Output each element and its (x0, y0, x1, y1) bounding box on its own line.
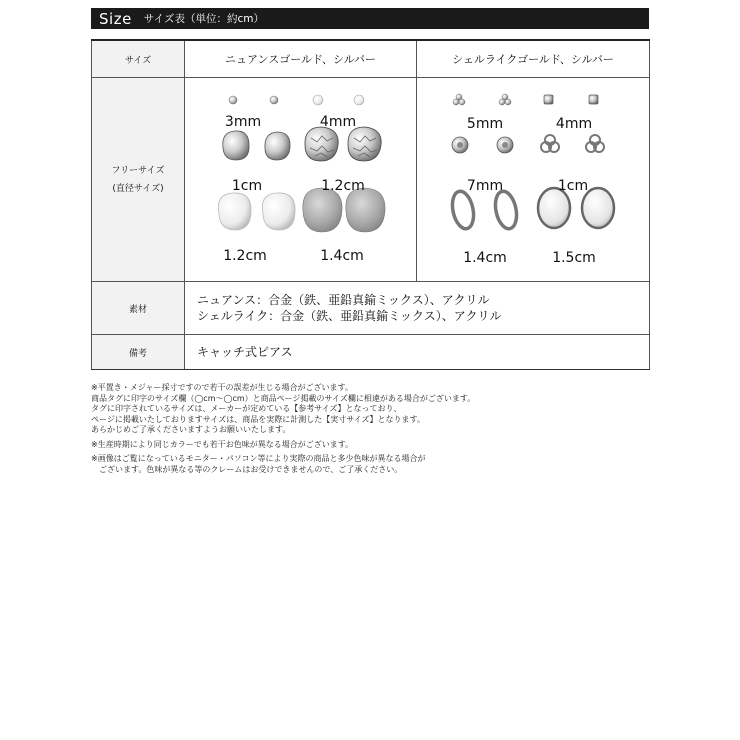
size-title: Size (99, 9, 132, 28)
size-caption: 1.2cm (321, 178, 365, 194)
material-row (92, 282, 650, 335)
earring-1.2cm-acrylic-left (218, 193, 251, 230)
col1-gallery-cell (185, 78, 417, 282)
col1-header: ニュアンスゴールド、シルバー (185, 40, 417, 78)
free-size-row (92, 78, 650, 282)
note-line: ※平置き・メジャー採寸ですので若干の誤差が生じる場合がございます。 (91, 383, 353, 392)
note-line: タグに印字されているサイズは、メーカーが定めている【参考サイズ】となっており、 (91, 404, 402, 413)
remarks-value: キャッチ式ピアス (185, 335, 650, 370)
size-header (91, 8, 649, 29)
earring-1cm-left (223, 131, 249, 160)
earring-1cm-right (265, 132, 290, 160)
diameter-label: (直径サイズ) (112, 183, 164, 194)
size-caption: 4mm (319, 114, 357, 130)
size-caption: 1.4cm (463, 250, 507, 266)
earring-4mm-right (354, 95, 364, 105)
size-caption: 1cm (231, 178, 263, 194)
earring-1.2cm-acrylic-right (262, 193, 295, 230)
size-caption: 3mm (224, 114, 262, 130)
size-caption: 5mm (466, 116, 504, 132)
note-line: ページに掲載いたしておりますサイズは、商品を実際に計測した【実寸サイズ】となります。 (91, 414, 425, 424)
earring-1.4cm-oval-right (492, 189, 519, 230)
size-caption: 1.4cm (320, 248, 364, 264)
material-value (185, 282, 650, 335)
header-row (92, 40, 650, 78)
earring-4mm-left (313, 95, 323, 105)
size-caption: 1.2cm (223, 248, 267, 264)
size-subtitle: サイズ表（単位：約cm） (143, 13, 264, 25)
earring-5mm-left (453, 94, 465, 105)
earring-1cm-knot-right (586, 135, 604, 152)
remarks-row (92, 335, 650, 370)
earring-1.5cm-shell-left (538, 188, 570, 228)
notes-section (91, 383, 651, 475)
earring-3mm-right (270, 96, 278, 104)
earring-1cm-knot-left (541, 135, 559, 152)
material-line-1: ニュアンス：合金（鉄、亜鉛真鍮ミックス）、アクリル (197, 293, 490, 307)
size-caption: 7mm (466, 178, 504, 194)
earring-4mm-square-right (589, 95, 598, 104)
earring-1.2cm-textured-right (348, 127, 381, 161)
note-line: ※生産時期により同じカラーでも若干お色味が異なる場合がございます。 (91, 439, 354, 449)
note-line: 商品タグに印字のサイズ欄（◯cm〜◯cm）と商品ページ掲載のサイズ欄に相違がある場合がございます。 (91, 393, 476, 403)
earring-1.4cm-left (303, 188, 342, 232)
material-line-2: シェルライク：合金（鉄、亜鉛真鍮ミックス）、アクリル (197, 309, 502, 323)
earring-1.2cm-textured-left (305, 127, 338, 161)
material-label: 素材 (92, 282, 185, 335)
size-caption: 1.5cm (552, 250, 596, 266)
size-caption: 1cm (557, 178, 589, 194)
note-line: あらかじめご了承くださいますようお願いいたします。 (91, 425, 291, 434)
earring-4mm-square-left (544, 95, 553, 104)
col2-header: シェルライクゴールド、シルバー (417, 40, 650, 78)
earring-5mm-right (499, 94, 511, 105)
earring-1.4cm-oval-left (449, 189, 476, 230)
note-line: ※画像はご覧になっているモニター・パソコン等により実際の商品と多少色味が異なる場合が (91, 454, 426, 463)
free-size-label: フリーサイズ (111, 165, 165, 176)
earring-3mm-left (229, 96, 237, 104)
note-line: ございます。色味が異なる等のクレームはお受けできませんので、ご了承ください。 (99, 464, 403, 474)
free-size-label-cell (92, 78, 185, 282)
size-label-cell: サイズ (92, 40, 185, 78)
size-caption: 4mm (555, 116, 593, 132)
col2-gallery-cell (417, 78, 650, 282)
remarks-label: 備考 (92, 335, 185, 370)
size-table (91, 39, 650, 370)
earring-1.5cm-shell-right (582, 188, 614, 228)
earring-1.4cm-right (346, 188, 385, 232)
